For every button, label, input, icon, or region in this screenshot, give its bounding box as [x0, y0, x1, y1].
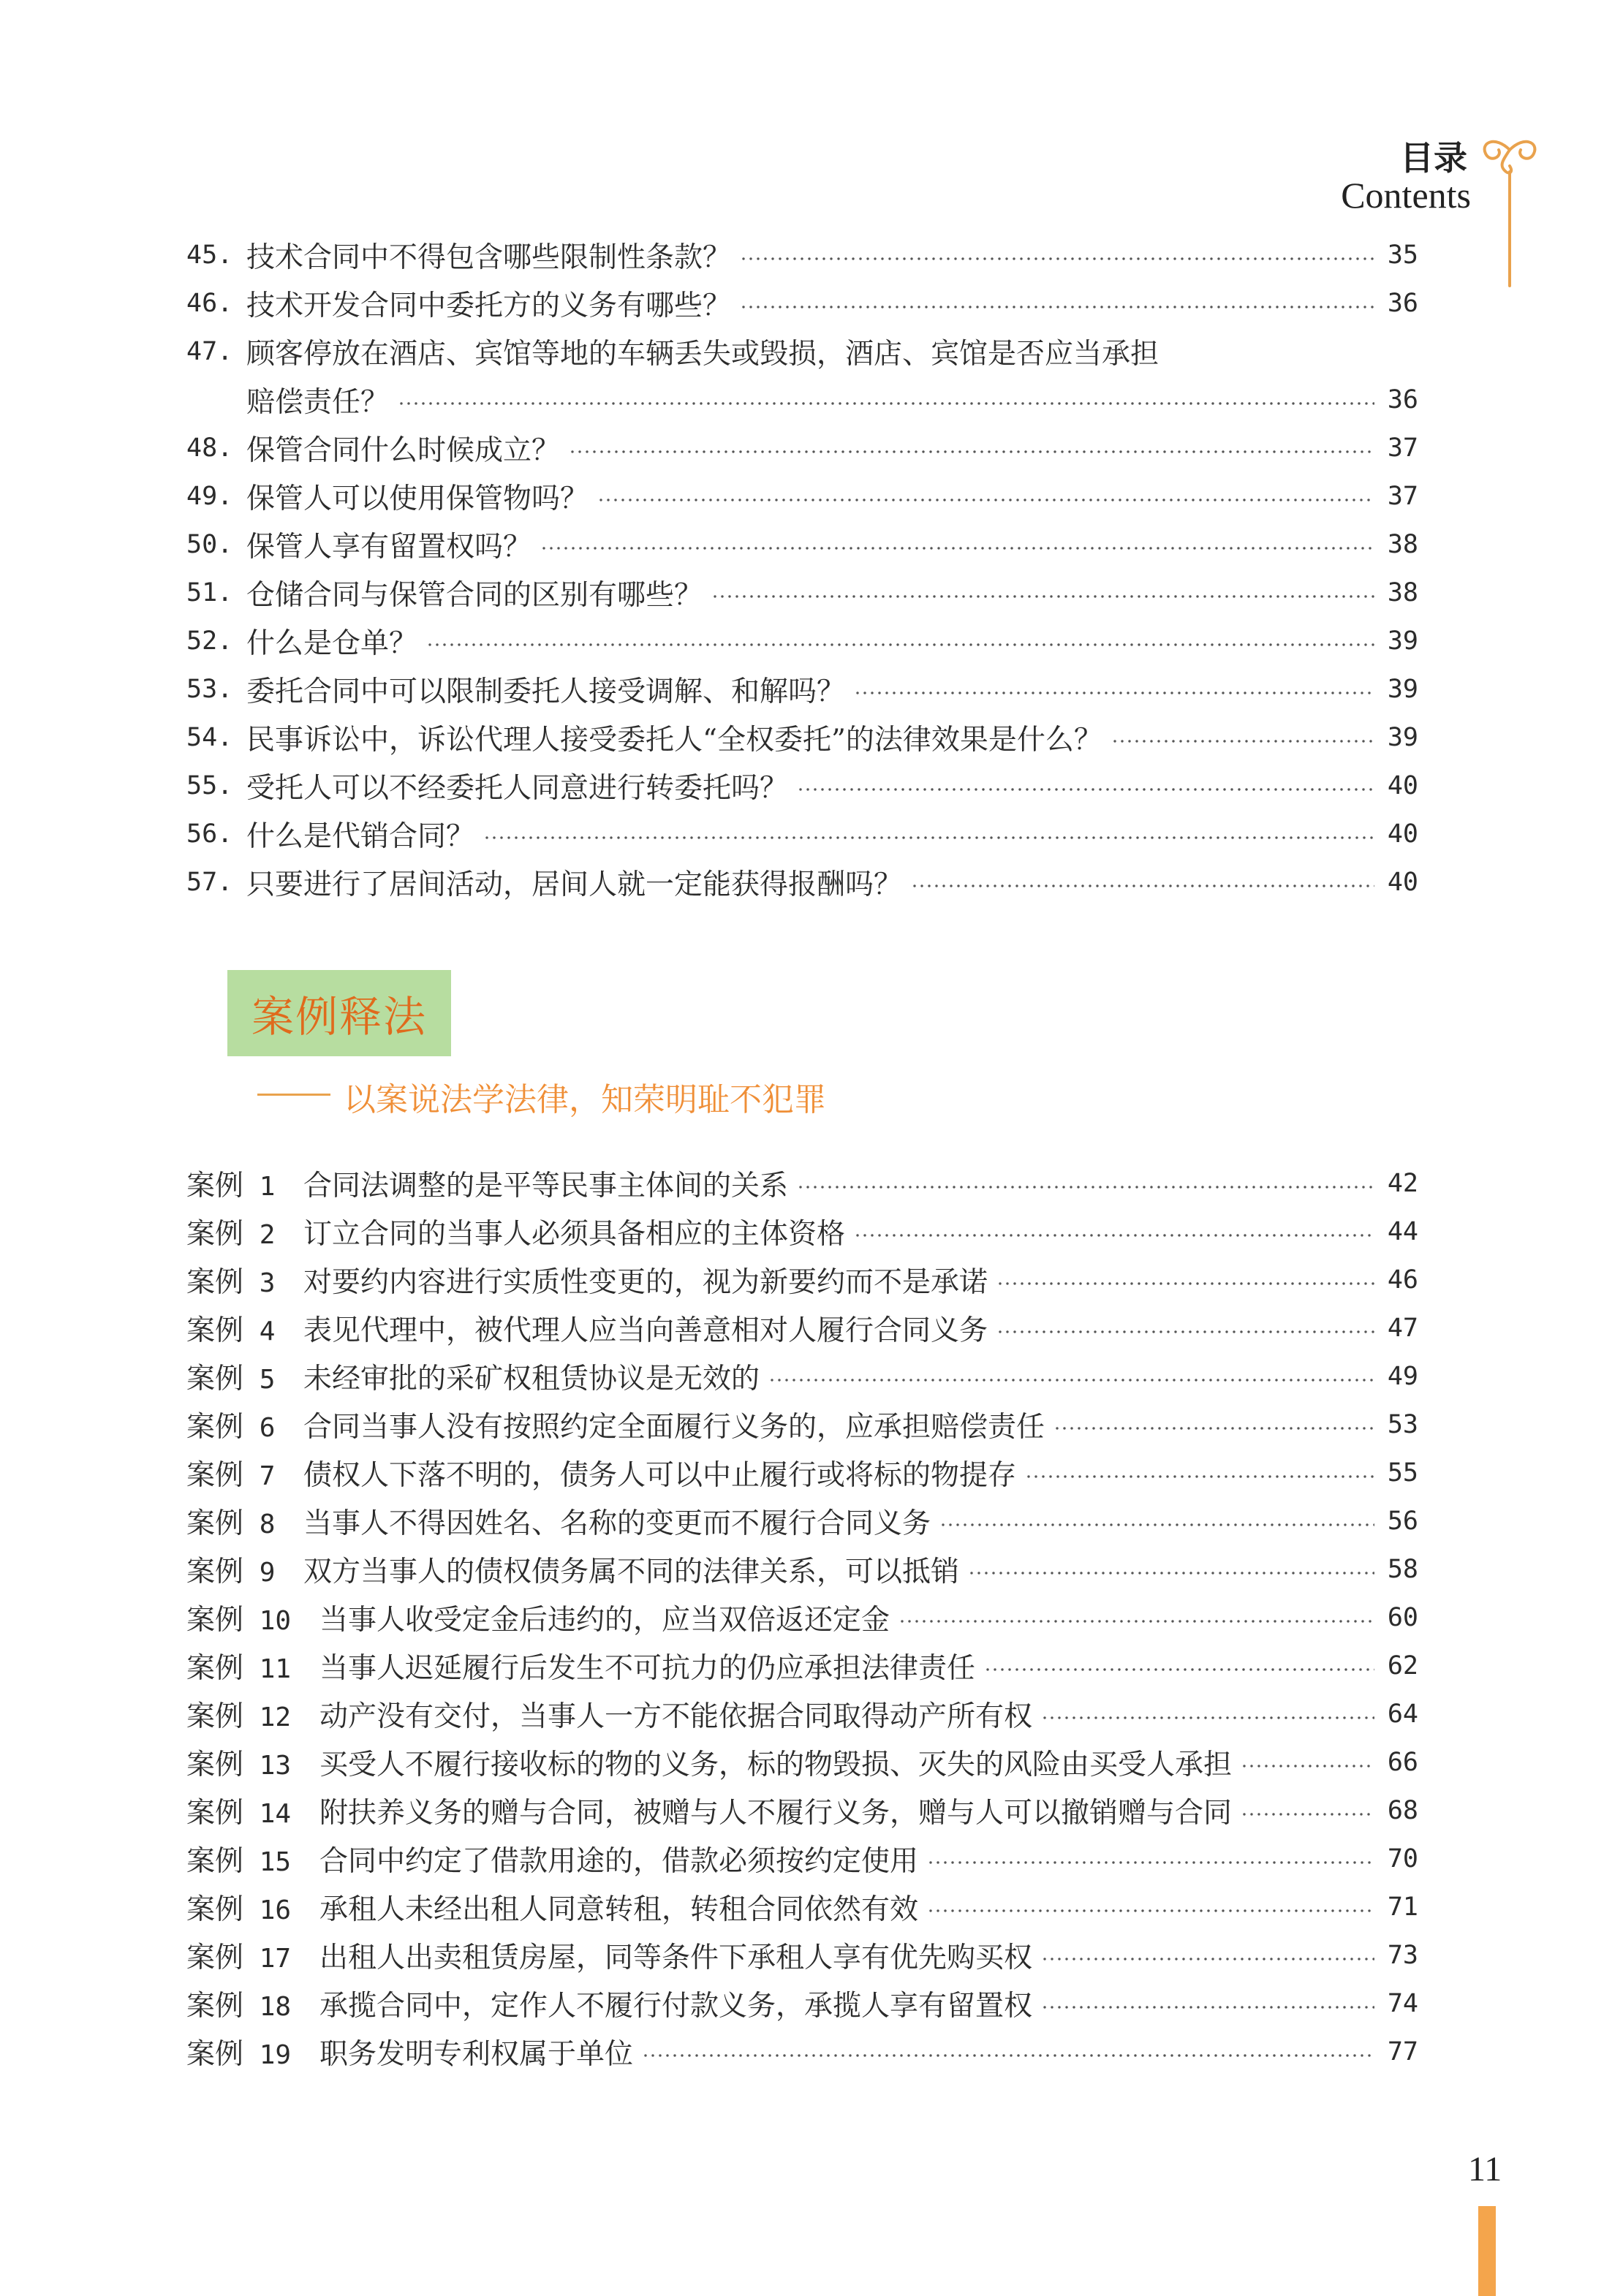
case-text: 当事人不得因姓名、名称的变更而不履行合同义务	[303, 1507, 931, 1540]
toc-entry[interactable]	[186, 810, 1418, 858]
entry-text: 技术合同中不得包含哪些限制性条款？	[246, 241, 732, 274]
case-page: 70	[1387, 1844, 1418, 1873]
entry-text: 保管合同什么时候成立？	[246, 434, 561, 467]
case-page: 53	[1387, 1410, 1418, 1439]
case-text: 出租人出卖租赁房屋，同等条件下承租人享有优先购买权	[319, 1941, 1033, 1974]
dot-leader	[797, 1186, 1374, 1189]
dot-leader	[996, 1282, 1374, 1285]
case-label: 案例 2	[186, 1218, 276, 1251]
case-text: 当事人迟延履行后发生不可抗力的仍应承担法律责任	[319, 1652, 976, 1685]
case-entry[interactable]	[186, 1304, 1418, 1352]
entry-text: 赔偿责任？	[246, 386, 390, 419]
entry-text: 什么是仓单？	[246, 627, 418, 660]
dot-leader	[1041, 1716, 1374, 1719]
dot-leader	[1111, 740, 1374, 743]
dot-leader	[426, 643, 1374, 646]
entry-page: 36	[1387, 289, 1418, 318]
case-label: 案例 10	[186, 1604, 292, 1637]
case-text: 未经审批的采矿权租赁协议是无效的	[303, 1363, 760, 1395]
entry-number: 54.	[186, 723, 233, 752]
toc-cases	[186, 1159, 1418, 2076]
dot-leader	[968, 1572, 1374, 1575]
case-text: 承揽合同中，定作人不履行付款义务，承揽人享有留置权	[319, 1990, 1033, 2023]
entry-number: 45.	[186, 240, 233, 270]
case-page: 58	[1387, 1555, 1418, 1584]
entry-text: 保管人可以使用保管物吗？	[246, 482, 589, 515]
case-page: 44	[1387, 1217, 1418, 1246]
case-label: 案例 11	[186, 1652, 292, 1685]
case-page: 68	[1387, 1796, 1418, 1825]
case-page: 77	[1387, 2037, 1418, 2066]
entry-number: 55.	[186, 771, 233, 800]
case-entry[interactable]	[186, 1352, 1418, 1401]
dot-leader	[398, 402, 1374, 405]
toc-entry[interactable]	[186, 231, 1418, 279]
toc-entry[interactable]	[186, 520, 1418, 569]
case-entry[interactable]	[186, 1497, 1418, 1545]
entry-text: 技术开发合同中委托方的义务有哪些？	[246, 289, 732, 322]
toc-entry[interactable]	[186, 617, 1418, 665]
dot-leader	[1241, 1765, 1374, 1768]
dot-leader	[483, 836, 1374, 839]
entry-number: 49.	[186, 482, 233, 511]
toc-entry[interactable]	[186, 665, 1418, 713]
case-label: 案例 7	[186, 1459, 276, 1492]
dot-leader	[898, 1620, 1374, 1623]
page-edge-tab	[1478, 2206, 1496, 2296]
header-subtitle: Contents	[1341, 175, 1471, 216]
entry-number: 48.	[186, 433, 233, 463]
dot-leader	[927, 1909, 1374, 1912]
entry-text: 仓储合同与保管合同的区别有哪些？	[246, 579, 703, 612]
dot-leader	[740, 257, 1374, 260]
case-page: 46	[1387, 1265, 1418, 1295]
case-text: 债权人下落不明的，债务人可以中止履行或将标的物提存	[303, 1459, 1017, 1492]
dot-leader	[996, 1330, 1374, 1333]
toc-entry[interactable]	[186, 762, 1418, 810]
case-text: 买受人不履行接收标的物的义务，标的物毁损、灭失的风险由买受人承担	[319, 1748, 1233, 1781]
toc-entry[interactable]	[186, 424, 1418, 472]
case-page: 49	[1387, 1362, 1418, 1391]
dot-leader	[854, 1234, 1374, 1237]
entry-number: 50.	[186, 530, 233, 559]
entry-page: 39	[1387, 626, 1418, 656]
toc-entry[interactable]	[186, 472, 1418, 520]
entry-page: 40	[1387, 868, 1418, 897]
entry-number: 57.	[186, 868, 233, 897]
toc-entry[interactable]	[186, 713, 1418, 762]
case-entry[interactable]	[186, 1401, 1418, 1449]
section-subtitle: 以案说法学法律，知荣明耻不犯罪	[344, 1081, 826, 1118]
dot-leader	[711, 595, 1374, 598]
case-page: 60	[1387, 1603, 1418, 1632]
dot-leader	[642, 2054, 1374, 2057]
case-text: 职务发明专利权属于单位	[319, 2038, 634, 2071]
entry-page: 40	[1387, 819, 1418, 849]
header-title: 目录	[1400, 138, 1467, 178]
case-page: 47	[1387, 1314, 1418, 1343]
dot-leader	[911, 884, 1374, 887]
dot-leader	[854, 692, 1374, 694]
dot-leader	[569, 450, 1374, 453]
toc-entry-continuation[interactable]	[186, 376, 1418, 424]
case-entry[interactable]	[186, 1159, 1418, 1208]
page-number: 11	[1468, 2150, 1502, 2189]
toc-entry[interactable]	[186, 858, 1418, 906]
entry-page: 39	[1387, 723, 1418, 752]
entry-page: 40	[1387, 771, 1418, 800]
case-label: 案例 1	[186, 1170, 276, 1202]
entry-number: 53.	[186, 675, 233, 704]
case-entry[interactable]	[186, 1883, 1418, 1931]
case-entry[interactable]	[186, 1835, 1418, 1883]
case-page: 56	[1387, 1507, 1418, 1536]
case-page: 66	[1387, 1748, 1418, 1777]
entry-number: 52.	[186, 626, 233, 656]
toc-entry[interactable]	[186, 327, 1418, 376]
case-text: 当事人收受定金后违约的，应当双倍返还定金	[319, 1604, 890, 1637]
entry-text: 只要进行了居间活动，居间人就一定能获得报酬吗？	[246, 868, 903, 901]
case-text: 附扶养义务的赠与合同，被赠与人不履行义务，赠与人可以撤销赠与合同	[319, 1797, 1233, 1830]
case-label: 案例 6	[186, 1411, 276, 1444]
case-label: 案例 9	[186, 1556, 276, 1588]
dot-leader	[1241, 1813, 1374, 1816]
case-label: 案例 5	[186, 1363, 276, 1395]
case-entry[interactable]	[186, 2028, 1418, 2076]
case-entry[interactable]	[186, 1594, 1418, 1642]
dot-leader	[597, 499, 1374, 501]
toc-entry[interactable]	[186, 279, 1418, 327]
case-text: 承租人未经出租人同意转租，转租合同依然有效	[319, 1893, 919, 1926]
entry-page: 39	[1387, 675, 1418, 704]
case-text: 双方当事人的债权债务属不同的法律关系，可以抵销	[303, 1556, 960, 1588]
case-page: 71	[1387, 1893, 1418, 1922]
case-label: 案例 15	[186, 1845, 292, 1878]
case-page: 74	[1387, 1989, 1418, 2018]
case-page: 62	[1387, 1651, 1418, 1681]
case-label: 案例 18	[186, 1990, 292, 2023]
case-entry[interactable]	[186, 1256, 1418, 1304]
dot-leader	[768, 1379, 1374, 1382]
dot-leader	[939, 1523, 1374, 1526]
entry-text: 委托合同中可以限制委托人接受调解、和解吗？	[246, 675, 846, 708]
case-text: 表见代理中，被代理人应当向善意相对人履行合同义务	[303, 1314, 988, 1347]
section-title-box: 案例释法	[227, 970, 451, 1056]
entry-number: 56.	[186, 819, 233, 849]
dot-leader	[797, 788, 1374, 791]
case-label: 案例 19	[186, 2038, 292, 2071]
dot-leader	[1053, 1427, 1374, 1430]
case-entry[interactable]	[186, 1449, 1418, 1497]
case-text: 合同法调整的是平等民事主体间的关系	[303, 1170, 789, 1202]
case-text: 动产没有交付，当事人一方不能依据合同取得动产所有权	[319, 1700, 1033, 1733]
case-label: 案例 4	[186, 1314, 276, 1347]
case-entry[interactable]	[186, 1738, 1418, 1787]
case-label: 案例 14	[186, 1797, 292, 1830]
ornament-icon	[1477, 121, 1543, 296]
case-text: 订立合同的当事人必须具备相应的主体资格	[303, 1218, 846, 1251]
case-entry[interactable]	[186, 1931, 1418, 1979]
entry-number: 46.	[186, 289, 233, 318]
toc-questions	[186, 231, 1418, 906]
dot-leader	[927, 1861, 1374, 1864]
case-entry[interactable]	[186, 1545, 1418, 1594]
entry-text: 民事诉讼中，诉讼代理人接受委托人“全权委托”的法律效果是什么？	[246, 724, 1102, 757]
dot-leader	[1041, 2006, 1374, 2009]
entry-page: 37	[1387, 482, 1418, 511]
case-label: 案例 17	[186, 1941, 292, 1974]
entry-page: 37	[1387, 433, 1418, 463]
case-text: 对要约内容进行实质性变更的，视为新要约而不是承诺	[303, 1266, 988, 1299]
case-page: 64	[1387, 1700, 1418, 1729]
case-page: 73	[1387, 1941, 1418, 1970]
entry-text: 顾客停放在酒店、宾馆等地的车辆丢失或毁损，酒店、宾馆是否应当承担	[246, 338, 1159, 371]
entry-page: 38	[1387, 530, 1418, 559]
dot-leader	[740, 306, 1374, 308]
case-entry[interactable]	[186, 1208, 1418, 1256]
case-entry[interactable]	[186, 1787, 1418, 1835]
entry-page: 38	[1387, 578, 1418, 607]
case-label: 案例 12	[186, 1700, 292, 1733]
case-label: 案例 3	[186, 1266, 276, 1299]
case-entry[interactable]	[186, 1642, 1418, 1690]
case-page: 42	[1387, 1169, 1418, 1198]
dot-leader	[1041, 1958, 1374, 1960]
section-dash	[257, 1094, 330, 1096]
dot-leader	[1025, 1475, 1374, 1478]
entry-number: 51.	[186, 578, 233, 607]
entry-text: 什么是代销合同？	[246, 820, 475, 853]
case-text: 合同当事人没有按照约定全面履行义务的，应承担赔偿责任	[303, 1411, 1045, 1444]
entry-page: 36	[1387, 385, 1418, 414]
case-entry[interactable]	[186, 1690, 1418, 1738]
case-text: 合同中约定了借款用途的，借款必须按约定使用	[319, 1845, 919, 1878]
toc-entry[interactable]	[186, 569, 1418, 617]
dot-leader	[540, 547, 1374, 550]
case-page: 55	[1387, 1458, 1418, 1488]
case-entry[interactable]	[186, 1979, 1418, 2028]
case-label: 案例 8	[186, 1507, 276, 1540]
case-label: 案例 13	[186, 1748, 292, 1781]
entry-page: 35	[1387, 240, 1418, 270]
entry-text: 保管人享有留置权吗？	[246, 531, 532, 564]
dot-leader	[984, 1668, 1374, 1671]
case-label: 案例 16	[186, 1893, 292, 1926]
entry-text: 受托人可以不经委托人同意进行转委托吗？	[246, 772, 789, 805]
entry-number: 47.	[186, 337, 233, 366]
